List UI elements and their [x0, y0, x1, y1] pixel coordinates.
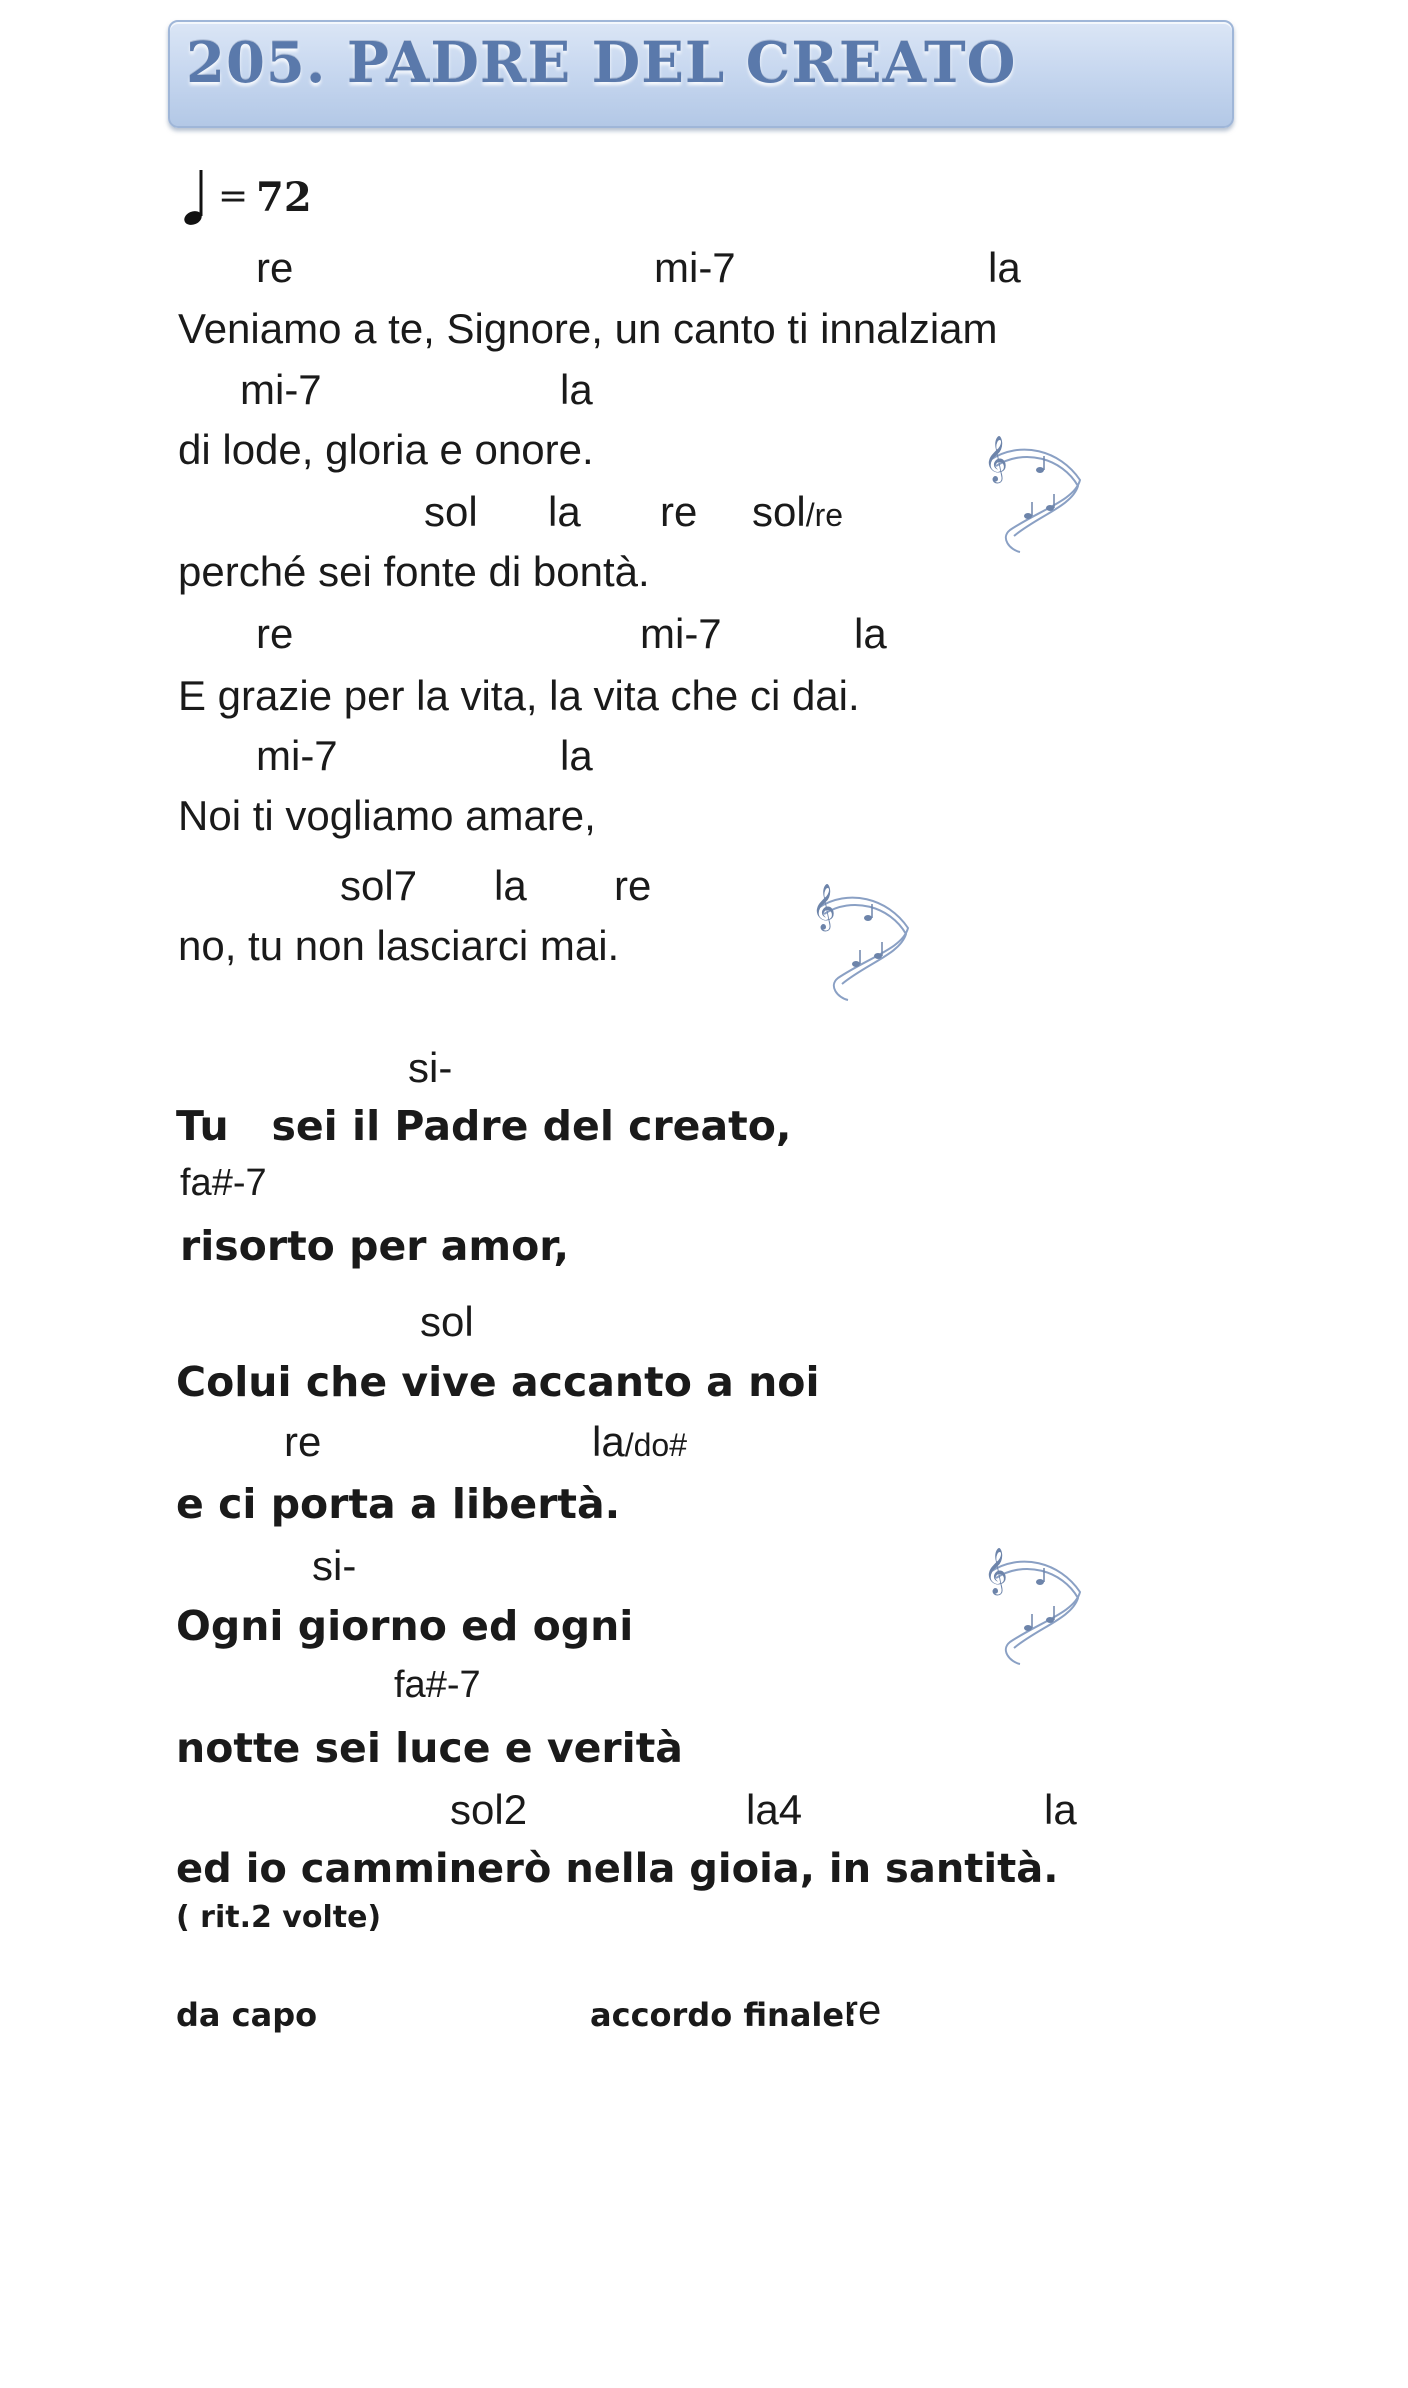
chord: la: [1044, 1786, 1077, 1833]
final-chord: re: [844, 1986, 882, 2033]
chord: si-: [408, 1044, 453, 1091]
refrain-line: Ogni giorno ed ogni: [176, 1602, 634, 1650]
chord: mi-7: [256, 732, 338, 779]
svg-text:𝄞: 𝄞: [984, 1548, 1008, 1594]
chord: la: [560, 732, 593, 779]
chord: si-: [312, 1542, 357, 1589]
chord: [592, 1418, 687, 1466]
verse-line: perché sei fonte di bontà.: [178, 548, 650, 595]
chord: re: [284, 1418, 322, 1465]
da-capo-label: da capo: [176, 1996, 318, 2034]
refrain-line: ed io camminerò nella gioia, in santità.: [176, 1846, 1059, 1892]
refrain-line: e ci porta a libertà.: [176, 1480, 621, 1528]
svg-text:𝄞: 𝄞: [812, 884, 836, 930]
chord-bass: /do#: [624, 1427, 687, 1463]
svg-text:𝄞: 𝄞: [984, 436, 1008, 482]
chord: mi-7: [240, 366, 322, 413]
verse-line: Veniamo a te, Signore, un canto ti innalziam: [178, 305, 998, 352]
chord: la: [548, 488, 581, 535]
chord-root: sol: [752, 488, 806, 535]
chord: la: [854, 610, 887, 657]
chord: la: [494, 862, 527, 909]
quarter-note-icon: [180, 168, 210, 228]
chord: re: [614, 862, 652, 909]
chord: sol: [424, 488, 478, 535]
chord-bass: /re: [805, 497, 844, 533]
music-notes-icon: [808, 868, 918, 1008]
refrain-line: risorto per amor,: [180, 1222, 570, 1270]
chord: sol: [420, 1298, 474, 1345]
chord: fa#-7: [180, 1162, 267, 1204]
chord: fa#-7: [394, 1664, 481, 1706]
chord: re: [256, 244, 294, 291]
chord: sol7: [340, 862, 418, 909]
repeat-note: ( rit.2 volte): [176, 1900, 382, 1935]
verse-line: Noi ti vogliamo amare,: [178, 792, 596, 839]
verse-line: di lode, gloria e onore.: [178, 426, 594, 473]
refrain-line: notte sei luce e verità: [176, 1724, 683, 1772]
chord: la: [560, 366, 593, 413]
music-notes-icon: [980, 1532, 1090, 1672]
verse-line: E grazie per la vita, la vita che ci dai.: [178, 672, 860, 719]
music-notes-icon: [980, 420, 1090, 560]
chord-root: la: [592, 1418, 625, 1465]
tempo-equals: =: [218, 176, 249, 217]
chord: mi-7: [654, 244, 736, 291]
verse-line: no, tu non lasciarci mai.: [178, 922, 620, 969]
refrain-line: Tu sei il Padre del creato,: [176, 1102, 792, 1150]
refrain-line: Colui che vive accanto a noi: [176, 1358, 820, 1406]
final-chord-label: accordo finale:: [590, 1996, 857, 2034]
chord: sol2: [450, 1786, 528, 1833]
chord: la4: [746, 1786, 803, 1833]
chord: [752, 488, 843, 536]
page-title: 205. PADRE DEL CREATO: [186, 30, 1017, 96]
title-banner: [168, 20, 1234, 128]
chord: la: [988, 244, 1021, 291]
chord: mi-7: [640, 610, 722, 657]
chord: re: [660, 488, 698, 535]
tempo-value: 72: [256, 174, 312, 221]
chord: re: [256, 610, 294, 657]
